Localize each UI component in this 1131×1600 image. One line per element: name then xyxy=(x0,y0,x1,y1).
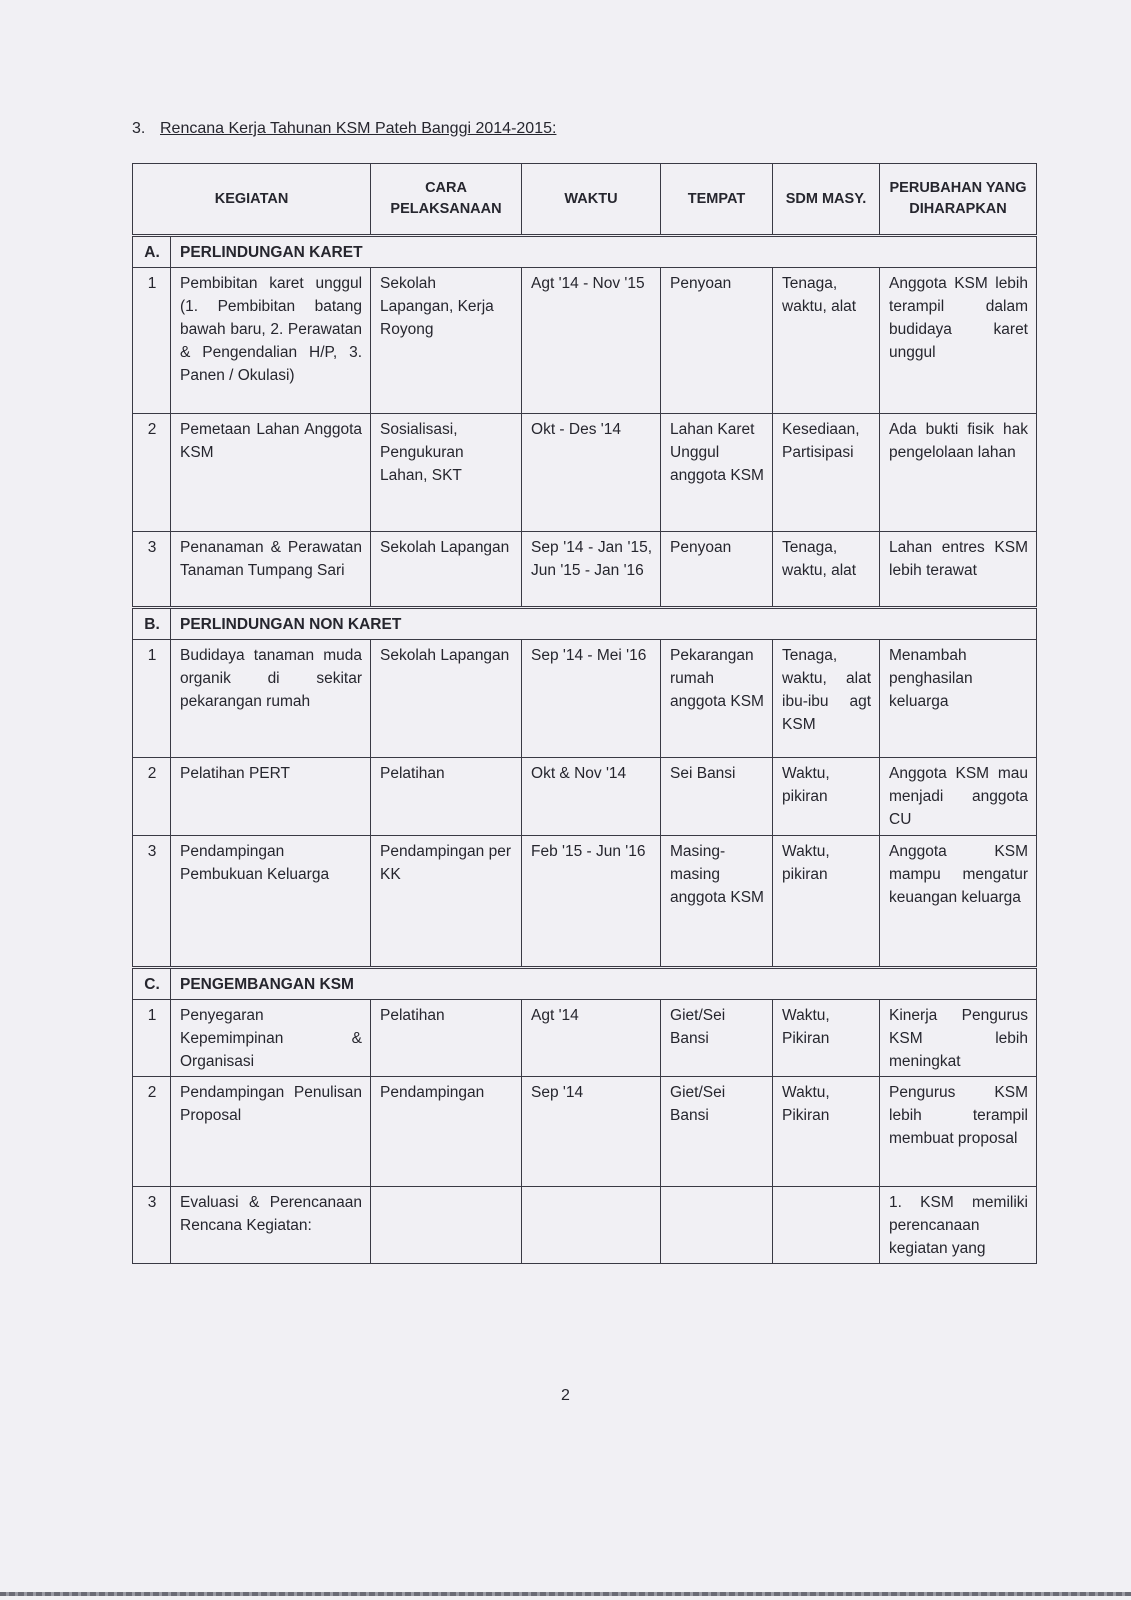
cell-waktu: Okt - Des '14 xyxy=(522,414,661,532)
section-letter: B. xyxy=(133,608,171,640)
cell-kegiatan: Penanaman & Perawatan Tanaman Tumpang Sari xyxy=(171,532,371,608)
scan-edge-line xyxy=(0,1592,1131,1596)
header-tempat: TEMPAT xyxy=(661,164,773,236)
cell-waktu: Sep '14 - Mei '16 xyxy=(522,640,661,758)
table-row xyxy=(133,758,1037,836)
cell-waktu: Okt & Nov '14 xyxy=(522,758,661,836)
cell-sdm: Tenaga, waktu, alat xyxy=(773,268,880,414)
cell-sdm: Waktu, pikiran xyxy=(773,758,880,836)
cell-perubahan: Kinerja Pengurus KSM lebih meningkat xyxy=(880,1000,1037,1077)
table-row xyxy=(133,414,1037,532)
cell-tempat: Penyoan xyxy=(661,268,773,414)
page-number: 2 xyxy=(561,1387,570,1404)
heading-title: Rencana Kerja Tahunan KSM Pateh Banggi 2014-2015: xyxy=(160,120,557,137)
row-number: 3 xyxy=(133,1187,171,1264)
header-kegiatan: KEGIATAN xyxy=(133,164,371,236)
section-heading xyxy=(132,120,556,138)
section-letter: C. xyxy=(133,968,171,1000)
section-row xyxy=(133,236,1037,268)
cell-sdm xyxy=(773,1187,880,1264)
cell-tempat xyxy=(661,1187,773,1264)
table-row xyxy=(133,640,1037,758)
cell-waktu: Agt '14 xyxy=(522,1000,661,1077)
cell-perubahan: Ada bukti fisik hak pengelolaan lahan xyxy=(880,414,1037,532)
cell-waktu xyxy=(522,1187,661,1264)
header-sdm: SDM MASY. xyxy=(773,164,880,236)
cell-kegiatan: Pelatihan PERT xyxy=(171,758,371,836)
table-row xyxy=(133,1077,1037,1187)
cell-perubahan: Anggota KSM mampu mengatur keuangan keluarga xyxy=(880,836,1037,968)
row-number: 2 xyxy=(133,758,171,836)
cell-kegiatan: Pendampingan Pembukuan Keluarga xyxy=(171,836,371,968)
section-row xyxy=(133,968,1037,1000)
cell-perubahan: Menambah penghasilan keluarga xyxy=(880,640,1037,758)
table-row xyxy=(133,836,1037,968)
cell-cara-pelaksanaan: Sekolah Lapangan, Kerja Royong xyxy=(371,268,522,414)
header-row xyxy=(133,164,1037,236)
cell-cara-pelaksanaan: Sekolah Lapangan xyxy=(371,532,522,608)
section-title: PERLINDUNGAN KARET xyxy=(171,236,1037,268)
cell-tempat: Giet/Sei Bansi xyxy=(661,1077,773,1187)
cell-waktu: Sep '14 - Jan '15, Jun '15 - Jan '16 xyxy=(522,532,661,608)
header-waktu: WAKTU xyxy=(522,164,661,236)
cell-sdm: Tenaga, waktu, alat ibu-ibu agt KSM xyxy=(773,640,880,758)
row-number: 3 xyxy=(133,532,171,608)
cell-waktu: Feb '15 - Jun '16 xyxy=(522,836,661,968)
cell-perubahan: Pengurus KSM lebih terampil membuat proposal xyxy=(880,1077,1037,1187)
cell-sdm: Kesediaan, Partisipasi xyxy=(773,414,880,532)
work-plan-table xyxy=(132,163,1037,1264)
cell-kegiatan: Evaluasi & Perencanaan Rencana Kegiatan: xyxy=(171,1187,371,1264)
cell-tempat: Masing-masing anggota KSM xyxy=(661,836,773,968)
header-perubahan: PERUBAHAN YANG DIHARAPKAN xyxy=(880,164,1037,236)
cell-tempat: Pekarangan rumah anggota KSM xyxy=(661,640,773,758)
cell-cara-pelaksanaan: Pelatihan xyxy=(371,758,522,836)
cell-kegiatan: Pemetaan Lahan Anggota KSM xyxy=(171,414,371,532)
section-row xyxy=(133,608,1037,640)
header-cara-pelaksanaan: CARA PELAKSANAAN xyxy=(371,164,522,236)
cell-tempat: Lahan Karet Unggul anggota KSM xyxy=(661,414,773,532)
cell-kegiatan: Budidaya tanaman muda organik di sekitar pekarangan rumah xyxy=(171,640,371,758)
cell-sdm: Waktu, Pikiran xyxy=(773,1077,880,1187)
cell-cara-pelaksanaan xyxy=(371,1187,522,1264)
row-number: 2 xyxy=(133,414,171,532)
row-number: 2 xyxy=(133,1077,171,1187)
row-number: 3 xyxy=(133,836,171,968)
cell-tempat: Penyoan xyxy=(661,532,773,608)
cell-perubahan: 1. KSM memiliki perencanaan kegiatan yang xyxy=(880,1187,1037,1264)
cell-cara-pelaksanaan: Sekolah Lapangan xyxy=(371,640,522,758)
cell-tempat: Giet/Sei Bansi xyxy=(661,1000,773,1077)
cell-kegiatan: Pendampingan Penulisan Proposal xyxy=(171,1077,371,1187)
cell-cara-pelaksanaan: Sosialisasi, Pengukuran Lahan, SKT xyxy=(371,414,522,532)
section-letter: A. xyxy=(133,236,171,268)
cell-sdm: Waktu, pikiran xyxy=(773,836,880,968)
table-row xyxy=(133,1187,1037,1264)
section-title: PENGEMBANGAN KSM xyxy=(171,968,1037,1000)
table-body xyxy=(133,236,1037,1264)
row-number: 1 xyxy=(133,640,171,758)
cell-cara-pelaksanaan: Pelatihan xyxy=(371,1000,522,1077)
section-title: PERLINDUNGAN NON KARET xyxy=(171,608,1037,640)
cell-cara-pelaksanaan: Pendampingan xyxy=(371,1077,522,1187)
table-row xyxy=(133,268,1037,414)
row-number: 1 xyxy=(133,268,171,414)
cell-perubahan: Anggota KSM lebih terampil dalam budidaya karet unggul xyxy=(880,268,1037,414)
cell-perubahan: Lahan entres KSM lebih terawat xyxy=(880,532,1037,608)
cell-kegiatan: Pembibitan karet unggul (1. Pembibitan batang bawah baru, 2. Perawatan & Pengendalian H/P, 3. Panen / Okulasi) xyxy=(171,268,371,414)
cell-sdm: Waktu, Pikiran xyxy=(773,1000,880,1077)
row-number: 1 xyxy=(133,1000,171,1077)
heading-number: 3. xyxy=(132,120,146,137)
cell-kegiatan: Penyegaran Kepemimpinan & Organisasi xyxy=(171,1000,371,1077)
cell-waktu: Agt '14 - Nov '15 xyxy=(522,268,661,414)
cell-tempat: Sei Bansi xyxy=(661,758,773,836)
cell-waktu: Sep '14 xyxy=(522,1077,661,1187)
table-row xyxy=(133,1000,1037,1077)
cell-cara-pelaksanaan: Pendampingan per KK xyxy=(371,836,522,968)
cell-sdm: Tenaga, waktu, alat xyxy=(773,532,880,608)
table-row xyxy=(133,532,1037,608)
cell-perubahan: Anggota KSM mau menjadi anggota CU xyxy=(880,758,1037,836)
